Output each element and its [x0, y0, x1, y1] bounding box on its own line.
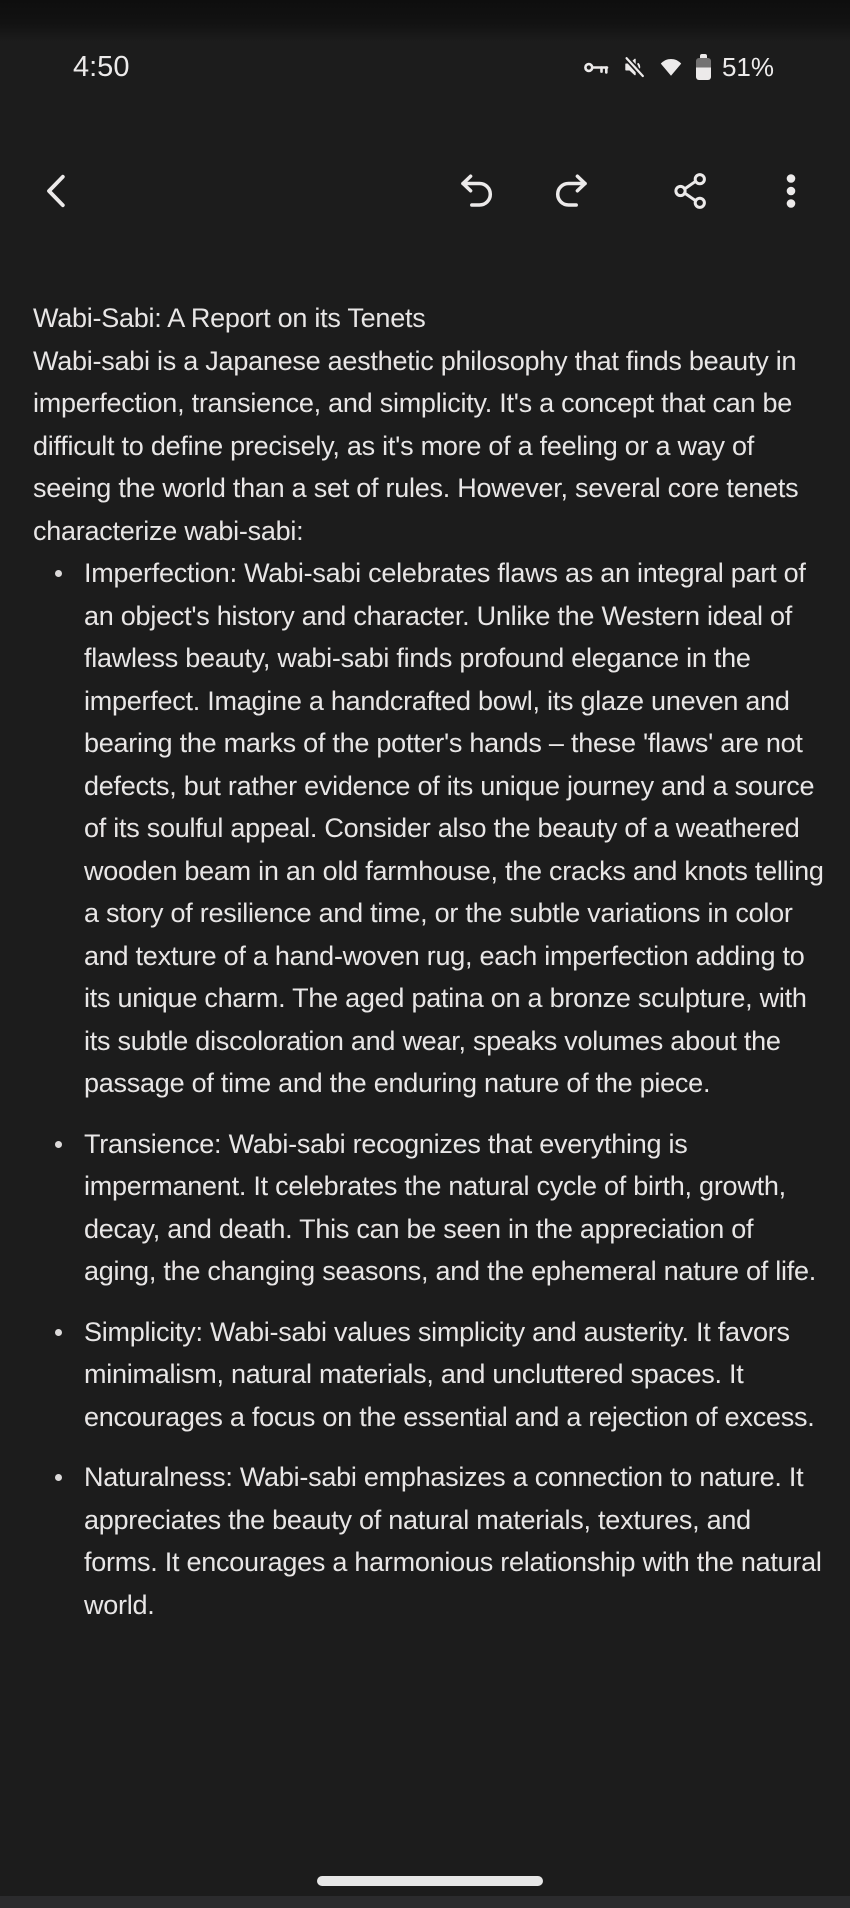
- status-bar: [0, 44, 850, 90]
- share-icon: [671, 171, 711, 211]
- bullet-dot: [55, 570, 62, 577]
- bullet-text: Imperfection: Wabi-sabi celebrates flaws as an integral part of an object's history and character. Unlike the Western ideal of flawless beauty, wabi-sabi finds profound elegance in the imperfect. Imagine a handcrafted bowl, its glaze uneven and bearing the marks of the potter's hands – these 'flaws' are not defects, but rather evidence of its unique journey and a source of its soulful appeal. Consider also the beauty of a weathered wooden beam in an old farmhouse, the cracks and knots telling a story of resilience and time, or the subtle variations in color and texture of a hand-woven rug, each imperfection adding to its unique charm. The aged patina on a bronze sculpture, with its subtle discoloration and wear, speaks volumes about the passage of time and the enduring nature of the piece.: [84, 558, 824, 1098]
- undo-button[interactable]: [454, 169, 498, 213]
- status-bar-scrim: [0, 0, 850, 42]
- back-button[interactable]: [36, 169, 80, 213]
- status-time: 4:50: [73, 50, 130, 83]
- bullet-text: Naturalness: Wabi-sabi emphasizes a connection to nature. It appreciates the beauty of natural materials, textures, and forms. It encourages a harmonious relationship with the natural world.: [84, 1462, 822, 1620]
- redo-icon: [552, 171, 592, 211]
- more-options-button[interactable]: [769, 169, 813, 213]
- share-button[interactable]: [669, 169, 713, 213]
- bullet-dot: [55, 1474, 62, 1481]
- undo-icon: [456, 171, 496, 211]
- list-item-simplicity[interactable]: [33, 1311, 828, 1439]
- battery-percent: 51%: [721, 51, 774, 82]
- key-icon: [583, 60, 609, 75]
- document-title[interactable]: Wabi-Sabi: A Report on its Tenets: [33, 303, 426, 333]
- more-vert-icon: [771, 171, 811, 211]
- list-item-imperfection[interactable]: [33, 552, 828, 1105]
- bottom-edge-strip: [0, 1896, 850, 1908]
- battery-icon: [696, 54, 711, 80]
- gesture-navigation-bar[interactable]: [317, 1876, 543, 1886]
- battery-level: [696, 58, 711, 80]
- bullet-list: [33, 552, 828, 1626]
- redo-button[interactable]: [550, 169, 594, 213]
- bullet-dot: [55, 1141, 62, 1148]
- bullet-text: Simplicity: Wabi-sabi values simplicity and austerity. It favors minimalism, natural materials, and uncluttered spaces. It encourages a focus on the essential and a rejection of excess.: [84, 1316, 815, 1432]
- volume-off-icon: [622, 55, 646, 79]
- status-icons: [583, 52, 774, 83]
- bullet-text: Transience: Wabi-sabi recognizes that everything is impermanent. It celebrates the natural cycle of birth, growth, decay, and death. This can be seen in the appreciation of aging, the changing seasons, and the ephemeral nature of life.: [84, 1128, 817, 1286]
- document-canvas[interactable]: [33, 297, 828, 1862]
- list-item-naturalness[interactable]: [33, 1456, 828, 1626]
- document-intro-paragraph[interactable]: Wabi-sabi is a Japanese aesthetic philosophy that finds beauty in imperfection, transience, and simplicity. It's a concept that can be difficult to define precisely, as it's more of a feeling or a way of seeing the world than a set of rules. However, several core tenets characterize wabi-sabi:: [33, 345, 799, 546]
- wifi-icon: [659, 55, 683, 79]
- back-chevron-icon: [38, 171, 78, 211]
- list-item-transience[interactable]: [33, 1123, 828, 1293]
- bullet-dot: [55, 1329, 62, 1336]
